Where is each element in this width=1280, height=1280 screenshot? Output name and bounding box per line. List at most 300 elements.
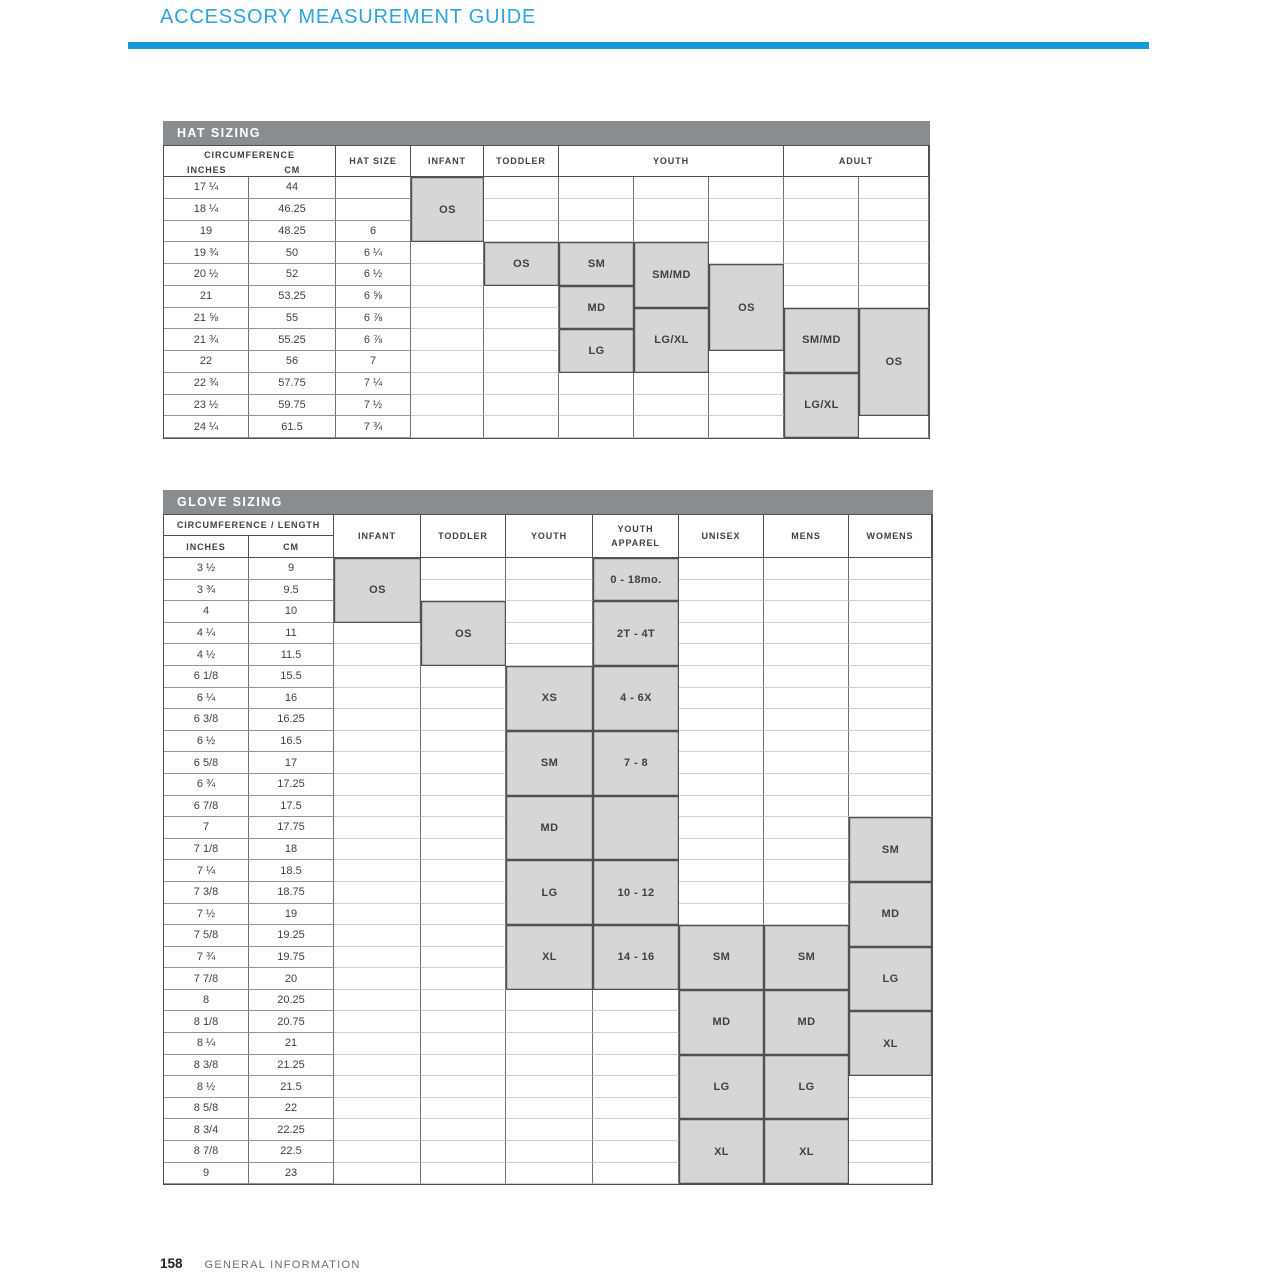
glove-cell-infant-22 bbox=[334, 1011, 421, 1033]
glove-row-28-inches: 8 7/8 bbox=[164, 1141, 249, 1163]
hat-sizing-table bbox=[163, 121, 930, 439]
glove-cell-youth-2 bbox=[506, 580, 593, 602]
hat-cell-youth-c-3 bbox=[709, 221, 784, 243]
glove-cell-toddler-29 bbox=[421, 1163, 506, 1185]
glove-cell-youth-apparel-28 bbox=[593, 1141, 679, 1163]
hat-row-11-hat_size: 7 ½ bbox=[336, 395, 411, 417]
glove-cell-youth-4 bbox=[506, 623, 593, 645]
glove-sizing-grid bbox=[163, 514, 933, 1185]
glove-cell-toddler-21 bbox=[421, 990, 506, 1012]
glove-cell-toddler-27 bbox=[421, 1119, 506, 1141]
hat-cell-adult-b-2 bbox=[859, 199, 929, 221]
glove-block-youth-apparel-7-8: 7 - 8 bbox=[593, 731, 679, 796]
glove-cell-youth-apparel-21 bbox=[593, 990, 679, 1012]
glove-row-28-cm: 22.5 bbox=[249, 1141, 334, 1163]
glove-row-9-cm: 16.5 bbox=[249, 731, 334, 753]
glove-cell-toddler-23 bbox=[421, 1033, 506, 1055]
glove-cell-womens-5 bbox=[849, 644, 932, 666]
hat-cell-infant-6 bbox=[411, 286, 484, 308]
glove-sizing-table bbox=[163, 490, 933, 1185]
glove-cell-infant-16 bbox=[334, 882, 421, 904]
hat-block-youth-c-os: OS bbox=[709, 264, 784, 351]
glove-block-mens-md: MD bbox=[764, 990, 849, 1055]
glove-row-12-cm: 17.5 bbox=[249, 796, 334, 818]
glove-cell-infant-7 bbox=[334, 688, 421, 710]
glove-cell-mens-2 bbox=[764, 580, 849, 602]
hat-row-7-hat_size: 6 ⅞ bbox=[336, 308, 411, 330]
hat-cell-toddler-11 bbox=[484, 395, 559, 417]
hat-row-5-hat_size: 6 ½ bbox=[336, 264, 411, 286]
glove-block-unisex-lg: LG bbox=[679, 1055, 764, 1120]
glove-cell-toddler-20 bbox=[421, 968, 506, 990]
hat-block-adult-a-sm-md: SM/MD bbox=[784, 308, 859, 373]
glove-cell-infant-9 bbox=[334, 731, 421, 753]
glove-block-youth-apparel-2t-4t: 2T - 4T bbox=[593, 601, 679, 666]
hat-cell-adult-b-5 bbox=[859, 264, 929, 286]
hat-cell-youth-a-1 bbox=[559, 177, 634, 199]
hat-row-10-hat_size: 7 ¼ bbox=[336, 373, 411, 395]
glove-cell-mens-16 bbox=[764, 882, 849, 904]
hat-cell-toddler-1 bbox=[484, 177, 559, 199]
hat-cell-youth-a-3 bbox=[559, 221, 634, 243]
footer-page-number: 158 bbox=[160, 1256, 183, 1271]
glove-row-29-inches: 9 bbox=[164, 1163, 249, 1185]
hat-row-2-inches: 18 ¼ bbox=[164, 199, 249, 221]
glove-row-3-cm: 10 bbox=[249, 601, 334, 623]
glove-cell-mens-17 bbox=[764, 904, 849, 926]
glove-cell-mens-6 bbox=[764, 666, 849, 688]
hat-row-1-cm: 44 bbox=[249, 177, 336, 199]
glove-block-youth-lg: LG bbox=[506, 860, 593, 925]
glove-col-header-infant: INFANT bbox=[334, 515, 421, 558]
glove-cell-infant-8 bbox=[334, 709, 421, 731]
glove-cell-toddler-12 bbox=[421, 796, 506, 818]
hat-block-adult-b-os: OS bbox=[859, 308, 929, 417]
glove-cell-mens-7 bbox=[764, 688, 849, 710]
glove-row-7-inches: 6 ¼ bbox=[164, 688, 249, 710]
glove-cell-infant-12 bbox=[334, 796, 421, 818]
hat-cell-youth-c-12 bbox=[709, 416, 784, 438]
glove-row-14-inches: 7 1/8 bbox=[164, 839, 249, 861]
hat-row-2-hat_size bbox=[336, 199, 411, 221]
glove-col-header-youth: YOUTH bbox=[506, 515, 593, 558]
glove-cell-youth-22 bbox=[506, 1011, 593, 1033]
hat-col-header-infant: INFANT bbox=[411, 146, 484, 177]
hat-row-2-cm: 46.25 bbox=[249, 199, 336, 221]
glove-cell-infant-26 bbox=[334, 1098, 421, 1120]
glove-cell-infant-25 bbox=[334, 1076, 421, 1098]
hat-block-youth-b-lg-xl: LG/XL bbox=[634, 308, 709, 373]
hat-row-1-inches: 17 ¼ bbox=[164, 177, 249, 199]
glove-cell-mens-12 bbox=[764, 796, 849, 818]
glove-cell-youth-1 bbox=[506, 558, 593, 580]
glove-cell-infant-27 bbox=[334, 1119, 421, 1141]
hat-cell-toddler-7 bbox=[484, 308, 559, 330]
glove-cell-unisex-15 bbox=[679, 860, 764, 882]
glove-block-unisex-sm: SM bbox=[679, 925, 764, 990]
hat-cell-toddler-2 bbox=[484, 199, 559, 221]
glove-cell-unisex-12 bbox=[679, 796, 764, 818]
glove-row-6-inches: 6 1/8 bbox=[164, 666, 249, 688]
glove-cell-unisex-10 bbox=[679, 752, 764, 774]
glove-cell-youth-5 bbox=[506, 644, 593, 666]
glove-row-3-inches: 4 bbox=[164, 601, 249, 623]
glove-cell-womens-12 bbox=[849, 796, 932, 818]
glove-row-10-cm: 17 bbox=[249, 752, 334, 774]
glove-row-11-cm: 17.25 bbox=[249, 774, 334, 796]
hat-cell-youth-b-12 bbox=[634, 416, 709, 438]
hat-row-10-cm: 57.75 bbox=[249, 373, 336, 395]
glove-cell-toddler-15 bbox=[421, 860, 506, 882]
glove-row-17-inches: 7 ½ bbox=[164, 904, 249, 926]
hat-row-9-cm: 56 bbox=[249, 351, 336, 373]
glove-row-24-inches: 8 3/8 bbox=[164, 1055, 249, 1077]
glove-row-9-inches: 6 ½ bbox=[164, 731, 249, 753]
glove-cell-mens-11 bbox=[764, 774, 849, 796]
glove-row-25-inches: 8 ½ bbox=[164, 1076, 249, 1098]
hat-cell-adult-b-12 bbox=[859, 416, 929, 438]
hat-row-12-hat_size: 7 ¾ bbox=[336, 416, 411, 438]
hat-col-header-youth: YOUTH bbox=[559, 146, 784, 177]
hat-cell-youth-b-3 bbox=[634, 221, 709, 243]
glove-row-25-cm: 21.5 bbox=[249, 1076, 334, 1098]
glove-cell-mens-10 bbox=[764, 752, 849, 774]
hat-row-4-cm: 50 bbox=[249, 242, 336, 264]
hat-row-12-inches: 24 ¼ bbox=[164, 416, 249, 438]
glove-cell-womens-6 bbox=[849, 666, 932, 688]
glove-cell-toddler-25 bbox=[421, 1076, 506, 1098]
hat-block-adult-a-lg-xl: LG/XL bbox=[784, 373, 859, 438]
glove-block-unisex-md: MD bbox=[679, 990, 764, 1055]
footer-label: GENERAL INFORMATION bbox=[204, 1259, 361, 1271]
glove-cell-infant-21 bbox=[334, 990, 421, 1012]
glove-cell-toddler-6 bbox=[421, 666, 506, 688]
hat-row-3-hat_size: 6 bbox=[336, 221, 411, 243]
hat-cell-infant-8 bbox=[411, 329, 484, 351]
hat-row-12-cm: 61.5 bbox=[249, 416, 336, 438]
glove-cell-mens-14 bbox=[764, 839, 849, 861]
glove-block-mens-lg: LG bbox=[764, 1055, 849, 1120]
glove-sizing-title-bar bbox=[163, 490, 933, 514]
glove-cell-unisex-6 bbox=[679, 666, 764, 688]
hat-cell-infant-9 bbox=[411, 351, 484, 373]
hat-cell-youth-c-1 bbox=[709, 177, 784, 199]
glove-block-youth-apparel-blank bbox=[593, 796, 679, 861]
glove-row-22-cm: 20.75 bbox=[249, 1011, 334, 1033]
glove-row-27-inches: 8 3/4 bbox=[164, 1119, 249, 1141]
glove-row-7-cm: 16 bbox=[249, 688, 334, 710]
glove-row-2-inches: 3 ¾ bbox=[164, 580, 249, 602]
glove-row-23-cm: 21 bbox=[249, 1033, 334, 1055]
glove-block-youth-xl: XL bbox=[506, 925, 593, 990]
glove-row-8-inches: 6 3/8 bbox=[164, 709, 249, 731]
glove-block-mens-sm: SM bbox=[764, 925, 849, 990]
hat-cell-adult-b-4 bbox=[859, 242, 929, 264]
glove-row-23-inches: 8 ¼ bbox=[164, 1033, 249, 1055]
glove-row-4-inches: 4 ¼ bbox=[164, 623, 249, 645]
glove-row-12-inches: 6 7/8 bbox=[164, 796, 249, 818]
hat-cell-youth-b-1 bbox=[634, 177, 709, 199]
glove-cell-mens-8 bbox=[764, 709, 849, 731]
hat-cell-infant-12 bbox=[411, 416, 484, 438]
glove-cell-womens-4 bbox=[849, 623, 932, 645]
hat-cell-youth-a-10 bbox=[559, 373, 634, 395]
hat-col-header-hat-size: HAT SIZE bbox=[336, 146, 411, 177]
hat-row-4-hat_size: 6 ¼ bbox=[336, 242, 411, 264]
hat-cell-adult-b-3 bbox=[859, 221, 929, 243]
glove-cell-toddler-14 bbox=[421, 839, 506, 861]
glove-block-womens-md: MD bbox=[849, 882, 932, 947]
glove-col-header-mens: MENS bbox=[764, 515, 849, 558]
glove-row-18-cm: 19.25 bbox=[249, 925, 334, 947]
hat-cell-youth-a-12 bbox=[559, 416, 634, 438]
glove-row-15-cm: 18.5 bbox=[249, 860, 334, 882]
hat-cell-youth-a-11 bbox=[559, 395, 634, 417]
glove-block-womens-xl: XL bbox=[849, 1011, 932, 1076]
hat-cell-infant-11 bbox=[411, 395, 484, 417]
glove-block-youth-md: MD bbox=[506, 796, 593, 861]
glove-cell-youth-apparel-29 bbox=[593, 1163, 679, 1185]
glove-cell-youth-apparel-26 bbox=[593, 1098, 679, 1120]
glove-cell-womens-25 bbox=[849, 1076, 932, 1098]
page-footer bbox=[160, 1256, 361, 1271]
hat-cell-toddler-10 bbox=[484, 373, 559, 395]
glove-cell-unisex-13 bbox=[679, 817, 764, 839]
glove-cell-mens-9 bbox=[764, 731, 849, 753]
glove-block-youth-apparel-14-16: 14 - 16 bbox=[593, 925, 679, 990]
hat-sizing-grid bbox=[163, 145, 930, 439]
hat-cell-toddler-8 bbox=[484, 329, 559, 351]
hat-cell-infant-7 bbox=[411, 308, 484, 330]
hat-row-9-inches: 22 bbox=[164, 351, 249, 373]
glove-cell-womens-2 bbox=[849, 580, 932, 602]
glove-row-5-cm: 11.5 bbox=[249, 644, 334, 666]
glove-cell-infant-19 bbox=[334, 947, 421, 969]
glove-row-11-inches: 6 ¾ bbox=[164, 774, 249, 796]
glove-row-13-inches: 7 bbox=[164, 817, 249, 839]
glove-block-youth-apparel-10-12: 10 - 12 bbox=[593, 860, 679, 925]
glove-col-header-womens: WOMENS bbox=[849, 515, 932, 558]
glove-cell-youth-3 bbox=[506, 601, 593, 623]
glove-cell-youth-apparel-27 bbox=[593, 1119, 679, 1141]
hat-row-7-inches: 21 ⅝ bbox=[164, 308, 249, 330]
glove-row-6-cm: 15.5 bbox=[249, 666, 334, 688]
glove-block-youth-apparel-0-18mo: 0 - 18mo. bbox=[593, 558, 679, 601]
hat-cell-youth-a-2 bbox=[559, 199, 634, 221]
glove-cell-toddler-2 bbox=[421, 580, 506, 602]
glove-block-womens-lg: LG bbox=[849, 947, 932, 1012]
glove-cell-youth-apparel-22 bbox=[593, 1011, 679, 1033]
glove-cell-mens-13 bbox=[764, 817, 849, 839]
hat-cell-toddler-3 bbox=[484, 221, 559, 243]
hat-cell-adult-a-5 bbox=[784, 264, 859, 286]
glove-row-29-cm: 23 bbox=[249, 1163, 334, 1185]
glove-cell-toddler-10 bbox=[421, 752, 506, 774]
glove-cell-womens-3 bbox=[849, 601, 932, 623]
hat-row-8-inches: 21 ¾ bbox=[164, 329, 249, 351]
glove-row-18-inches: 7 5/8 bbox=[164, 925, 249, 947]
glove-row-1-inches: 3 ½ bbox=[164, 558, 249, 580]
hat-cell-adult-a-4 bbox=[784, 242, 859, 264]
glove-cell-unisex-5 bbox=[679, 644, 764, 666]
glove-cell-mens-3 bbox=[764, 601, 849, 623]
glove-cell-infant-10 bbox=[334, 752, 421, 774]
glove-block-youth-sm: SM bbox=[506, 731, 593, 796]
hat-row-8-cm: 55.25 bbox=[249, 329, 336, 351]
glove-cell-unisex-8 bbox=[679, 709, 764, 731]
hat-cell-adult-a-2 bbox=[784, 199, 859, 221]
glove-col-header-toddler: TODDLER bbox=[421, 515, 506, 558]
glove-cell-youth-25 bbox=[506, 1076, 593, 1098]
glove-cell-womens-9 bbox=[849, 731, 932, 753]
glove-block-infant-os: OS bbox=[334, 558, 421, 623]
glove-cell-womens-10 bbox=[849, 752, 932, 774]
glove-row-20-inches: 7 7/8 bbox=[164, 968, 249, 990]
glove-col-header-unisex: UNISEX bbox=[679, 515, 764, 558]
glove-cell-unisex-7 bbox=[679, 688, 764, 710]
glove-cell-toddler-17 bbox=[421, 904, 506, 926]
glove-cell-womens-27 bbox=[849, 1119, 932, 1141]
glove-cell-unisex-11 bbox=[679, 774, 764, 796]
glove-cell-infant-29 bbox=[334, 1163, 421, 1185]
glove-cell-toddler-18 bbox=[421, 925, 506, 947]
hat-cell-youth-c-9 bbox=[709, 351, 784, 373]
glove-cell-infant-4 bbox=[334, 623, 421, 645]
hat-row-11-cm: 59.75 bbox=[249, 395, 336, 417]
hat-block-toddler-os: OS bbox=[484, 242, 559, 286]
hat-row-1-hat_size bbox=[336, 177, 411, 199]
hat-cell-youth-b-2 bbox=[634, 199, 709, 221]
glove-cell-mens-4 bbox=[764, 623, 849, 645]
glove-cell-toddler-11 bbox=[421, 774, 506, 796]
hat-cell-youth-b-11 bbox=[634, 395, 709, 417]
glove-cell-infant-17 bbox=[334, 904, 421, 926]
glove-cell-infant-24 bbox=[334, 1055, 421, 1077]
hat-row-5-cm: 52 bbox=[249, 264, 336, 286]
hat-cell-infant-4 bbox=[411, 242, 484, 264]
glove-block-youth-apparel-4-6x: 4 - 6X bbox=[593, 666, 679, 731]
hat-sizing-title-bar bbox=[163, 121, 930, 145]
glove-col-header-circumference-length: CIRCUMFERENCE / LENGTH INCHES CM bbox=[164, 515, 334, 558]
page-title: ACCESSORY MEASUREMENT GUIDE bbox=[160, 6, 537, 28]
glove-cell-womens-29 bbox=[849, 1163, 932, 1185]
glove-cell-infant-28 bbox=[334, 1141, 421, 1163]
glove-cell-toddler-8 bbox=[421, 709, 506, 731]
hat-block-youth-b-sm-md: SM/MD bbox=[634, 242, 709, 307]
glove-cell-unisex-14 bbox=[679, 839, 764, 861]
glove-row-15-inches: 7 ¼ bbox=[164, 860, 249, 882]
glove-block-unisex-xl: XL bbox=[679, 1119, 764, 1184]
hat-col-header-toddler: TODDLER bbox=[484, 146, 559, 177]
glove-sizing-title: GLOVE SIZING bbox=[177, 495, 283, 509]
glove-cell-youth-26 bbox=[506, 1098, 593, 1120]
hat-row-5-inches: 20 ½ bbox=[164, 264, 249, 286]
glove-cell-infant-5 bbox=[334, 644, 421, 666]
glove-row-17-cm: 19 bbox=[249, 904, 334, 926]
hat-row-6-cm: 53.25 bbox=[249, 286, 336, 308]
glove-row-19-inches: 7 ¾ bbox=[164, 947, 249, 969]
glove-cell-womens-7 bbox=[849, 688, 932, 710]
hat-block-youth-a-sm: SM bbox=[559, 242, 634, 286]
glove-cell-unisex-1 bbox=[679, 558, 764, 580]
glove-row-2-cm: 9.5 bbox=[249, 580, 334, 602]
hat-row-7-cm: 55 bbox=[249, 308, 336, 330]
hat-cell-adult-a-3 bbox=[784, 221, 859, 243]
glove-cell-infant-14 bbox=[334, 839, 421, 861]
glove-row-14-cm: 18 bbox=[249, 839, 334, 861]
glove-row-13-cm: 17.75 bbox=[249, 817, 334, 839]
hat-row-10-inches: 22 ¾ bbox=[164, 373, 249, 395]
glove-row-1-cm: 9 bbox=[249, 558, 334, 580]
hat-row-6-inches: 21 bbox=[164, 286, 249, 308]
glove-cell-toddler-16 bbox=[421, 882, 506, 904]
glove-cell-womens-26 bbox=[849, 1098, 932, 1120]
glove-cell-unisex-16 bbox=[679, 882, 764, 904]
glove-row-26-inches: 8 5/8 bbox=[164, 1098, 249, 1120]
hat-row-8-hat_size: 6 ⅞ bbox=[336, 329, 411, 351]
title-rule bbox=[128, 42, 1149, 49]
glove-cell-infant-18 bbox=[334, 925, 421, 947]
hat-cell-youth-c-2 bbox=[709, 199, 784, 221]
hat-cell-infant-10 bbox=[411, 373, 484, 395]
glove-cell-toddler-13 bbox=[421, 817, 506, 839]
glove-cell-womens-11 bbox=[849, 774, 932, 796]
glove-cell-mens-5 bbox=[764, 644, 849, 666]
hat-cell-toddler-9 bbox=[484, 351, 559, 373]
glove-cell-unisex-9 bbox=[679, 731, 764, 753]
glove-row-10-inches: 6 5/8 bbox=[164, 752, 249, 774]
hat-cell-adult-b-1 bbox=[859, 177, 929, 199]
hat-cell-youth-c-11 bbox=[709, 395, 784, 417]
glove-cell-youth-28 bbox=[506, 1141, 593, 1163]
glove-cell-womens-28 bbox=[849, 1141, 932, 1163]
hat-sizing-title: HAT SIZING bbox=[177, 126, 261, 140]
glove-cell-infant-13 bbox=[334, 817, 421, 839]
glove-row-27-cm: 22.25 bbox=[249, 1119, 334, 1141]
glove-cell-toddler-19 bbox=[421, 947, 506, 969]
glove-cell-unisex-2 bbox=[679, 580, 764, 602]
hat-cell-infant-5 bbox=[411, 264, 484, 286]
glove-cell-toddler-26 bbox=[421, 1098, 506, 1120]
glove-cell-youth-apparel-25 bbox=[593, 1076, 679, 1098]
glove-row-16-cm: 18.75 bbox=[249, 882, 334, 904]
hat-row-11-inches: 23 ½ bbox=[164, 395, 249, 417]
glove-cell-toddler-9 bbox=[421, 731, 506, 753]
glove-row-5-inches: 4 ½ bbox=[164, 644, 249, 666]
glove-block-mens-xl: XL bbox=[764, 1119, 849, 1184]
glove-cell-unisex-3 bbox=[679, 601, 764, 623]
glove-row-21-cm: 20.25 bbox=[249, 990, 334, 1012]
glove-row-24-cm: 21.25 bbox=[249, 1055, 334, 1077]
hat-cell-youth-c-4 bbox=[709, 242, 784, 264]
hat-cell-toddler-12 bbox=[484, 416, 559, 438]
glove-row-22-inches: 8 1/8 bbox=[164, 1011, 249, 1033]
glove-cell-youth-24 bbox=[506, 1055, 593, 1077]
glove-cell-toddler-1 bbox=[421, 558, 506, 580]
glove-row-16-inches: 7 3/8 bbox=[164, 882, 249, 904]
glove-row-20-cm: 20 bbox=[249, 968, 334, 990]
hat-cell-adult-b-6 bbox=[859, 286, 929, 308]
glove-cell-womens-8 bbox=[849, 709, 932, 731]
glove-cell-mens-15 bbox=[764, 860, 849, 882]
hat-row-4-inches: 19 ¾ bbox=[164, 242, 249, 264]
glove-block-youth-xs: XS bbox=[506, 666, 593, 731]
hat-row-9-hat_size: 7 bbox=[336, 351, 411, 373]
glove-cell-infant-20 bbox=[334, 968, 421, 990]
glove-cell-youth-23 bbox=[506, 1033, 593, 1055]
hat-cell-youth-b-10 bbox=[634, 373, 709, 395]
glove-cell-unisex-4 bbox=[679, 623, 764, 645]
